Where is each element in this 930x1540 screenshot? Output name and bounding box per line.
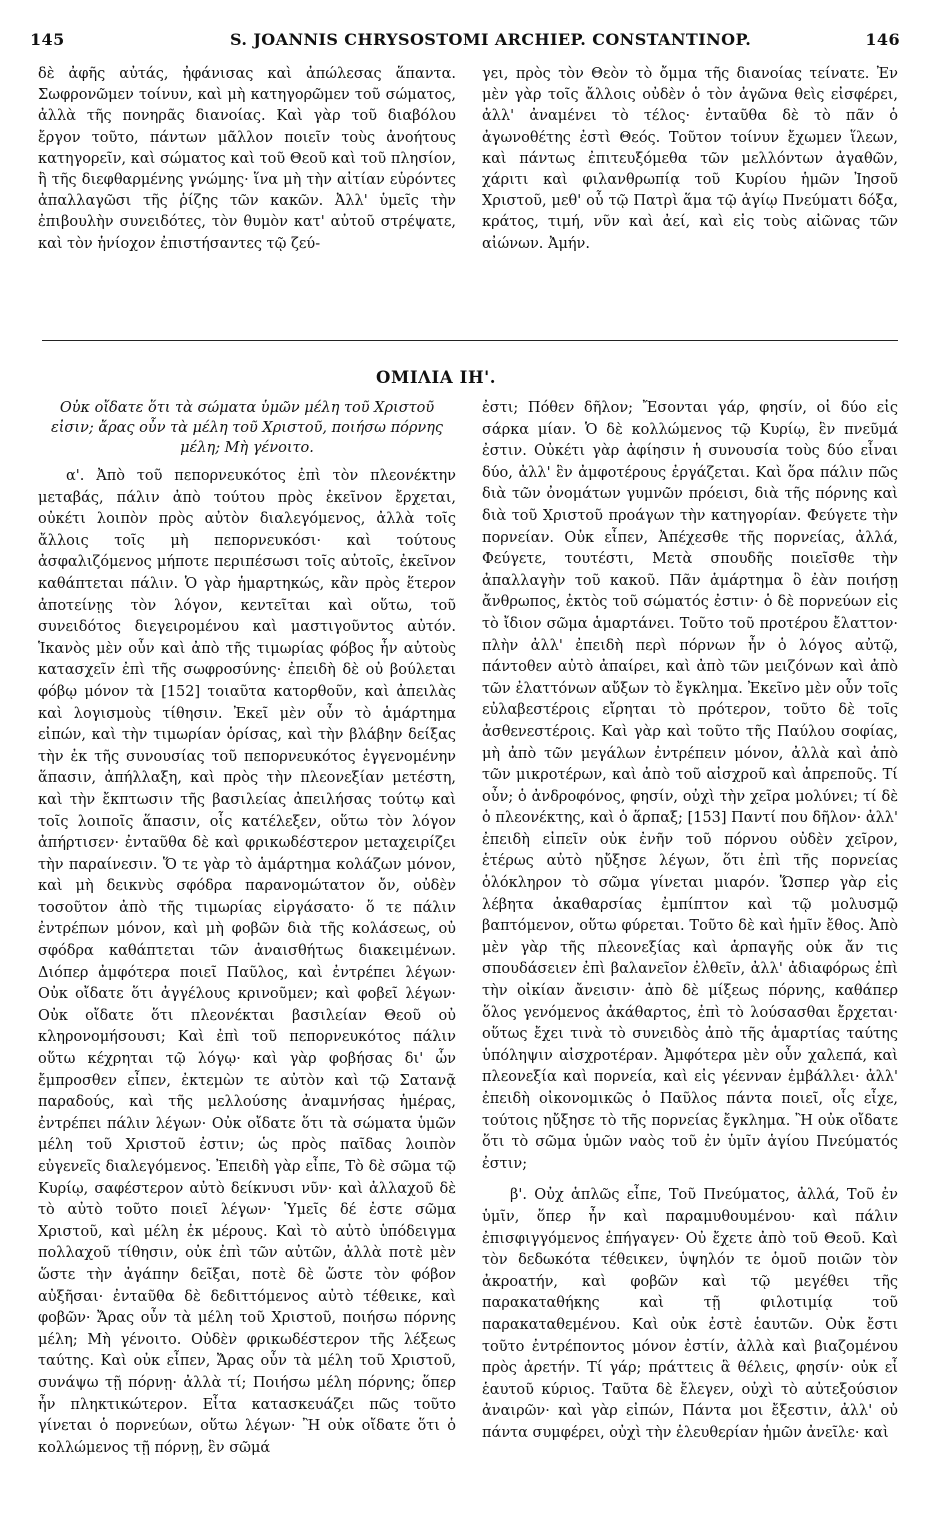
running-header xyxy=(30,10,900,50)
lower-right-paragraph-2: β'. Οὐχ ἁπλῶς εἶπε, Τοῦ Πνεύματος, ἀλλά, Τοῦ ἐν ὑμῖν, ὅπερ ἦν καὶ παραμυθουμένου· καὶ πάλιν ἐπισφιγγόμενος ἐπήγαγεν· Οὐ ἔχετε ἀπὸ τοῦ Θεοῦ. Καὶ τὸν δεδωκότα τέθεικεν, ὑψηλόν τε ὁμοῦ ποιῶν τὸν ἀκροατήν, καὶ φοβῶν καὶ τῷ μεγέθει τῆς παρακαταθήκης καὶ τῇ φιλοτιμίᾳ τοῦ παρακαταθεμένου. Καὶ οὐκ ἐστὲ ἑαυτῶν. Οὐκ ἔστι τοῦτο ἐντρέποντος μόνον ἐστίν, ἀλλὰ καὶ βιαζομένου πρὸς ἀρετήν. Τί γάρ; πράττεις ἃ θέλεις, φησίν· οὐκ εἶ ἑαυτοῦ κύριος. Ταῦτα δὲ ἔλεγεν, οὐχὶ τὸ αὐτεξούσιον ἀναιρῶν· καὶ γὰρ εἰπών, Πάντα μοι ἔξεστιν, ἀλλ' οὐ πάντα συμφέρει, οὐχὶ τὴν ἐλευθερίαν ἡμῶν ἀνεῖλε· καὶ xyxy=(482,1187,898,1441)
lower-left-column xyxy=(38,398,456,1459)
right-page-number: 146 xyxy=(865,30,900,49)
top-right-column xyxy=(482,64,898,255)
top-left-paragraph: δὲ ἀφῆς αὐτάς, ἠφάνισας καὶ ἀπώλεσας ἅπαντα. Σωφρονῶμεν τοίνυν, καὶ μὴ κατηγορῶμεν τοῦ σώματος, ἀλλὰ τῆς πονηρᾶς διανοίας. Καὶ γὰρ τοῦ διαβόλου ἔργον τοῦτο, πάντων μᾶλλον ποιεῖν τοὺς ἀνοήτους κατηγορεῖν, καὶ σώματος καὶ τοῦ Θεοῦ καὶ τοῦ πλησίον, ἢ τῆς διεφθαρμένης γνώμης· ἵνα μὴ τὴν αἰτίαν εὑρόντες ἀπαλλαγῶσι τῆς ῥίζης τῶν κακῶν. Ἀλλ' ὑμεῖς τὴν ἐπιβουλὴν συνειδότες, τὸν θυμὸν κατ' αὐτοῦ στρέψατε, καὶ τὸν ἡνίοχον ἐπιστήσαντες τῷ ζεύ- xyxy=(38,66,456,252)
top-left-column xyxy=(38,64,456,255)
homily-title: ΟΜΙΛΙΑ ΙΗ'. xyxy=(376,368,497,387)
lower-left-paragraph: α'. Ἀπὸ τοῦ πεπορνευκότος ἐπὶ τὸν πλεονέκτην μεταβάς, πάλιν ἀπὸ τούτου πρὸς ἐκεῖνον ἔρχεται, οὐκέτι λοιπὸν πρὸς αὐτὸν διαλεγόμενος, ἀλλὰ τοῖς ἄλλοις τοῖς μὴ πεπορνευκόσι· καὶ τούτους ἀσφαλιζόμενος μήποτε περιπέσωσι τοῖς αὐτοῖς, ἐκεῖνον καθάπτεται πάλιν. Ὁ γὰρ ἡμαρτηκώς, κἂν πρὸς ἕτερον ἀποτείνῃς τὸν λόγον, κεντεῖται καὶ οὕτω, τοῦ συνειδότος διεγειρομένου καὶ μαστιγοῦντος αὐτόν. Ἱκανὸς μὲν οὖν καὶ ἀπὸ τῆς τιμωρίας φόβος ἦν αὐτοὺς κατασχεῖν ἐπὶ τῆς σωφροσύνης· ἐπειδὴ δὲ οὐ βούλεται φόβῳ μόνον τὰ [152] τοιαῦτα κατορθοῦν, καὶ ἀπειλὰς καὶ λογισμοὺς τίθησιν. Ἐκεῖ μὲν οὖν τὸ ἁμάρτημα εἰπών, καὶ τὴν τιμωρίαν ὁρίσας, καὶ τὴν βλάβην δείξας τὴν ἐκ τῆς συνουσίας τοῦ πεπορνευκότος ἐγγενομένην ἅπασιν, ἀπήλλαξη, καὶ πρὸς τὴν πλεονεξίαν μετέστη, καὶ τὴν ἔκπτωσιν τῆς βασιλείας ἀπειλήσας τούτῳ καὶ τοῖς λοιποῖς ἅπασιν, οἷς κατέλεξεν, οὕτω τὸν λόγον ἀπήρτισεν· ἐνταῦθα δὲ καὶ φρικωδέστερον μεταχειρίζει τὴν παραίνεσιν. Ὅ τε γὰρ τὸ ἁμάρτημα κολάζων μόνον, καὶ μὴ δεικνὺς σφόδρα παρανομώτατον ὄν, οὐδὲν τοσοῦτον ἀπὸ τῆς τιμωρίας εἰργάσατο· ὅ τε πάλιν ἐντρέπων μόνον, καὶ μὴ φοβῶν διὰ τῆς κολάσεως, οὐ σφόδρα καθάπτεται τῶν ἀναισθήτως διακειμένων. Διόπερ ἀμφότερα ποιεῖ Παῦλος, καὶ ἐντρέπει λέγων· Οὐκ οἴδατε ὅτι ἀγγέλους κρινοῦμεν; καὶ φοβεῖ λέγων· Οὐκ οἴδατε ὅτι πλεονέκται βασιλείαν Θεοῦ οὐ κληρονομήσουσι; Καὶ ἐπὶ τοῦ πεπορνευκότος πάλιν οὕτω κέχρηται τῷ λόγῳ· καὶ γὰρ φοβήσας δι' ὧν ἔμπροσθεν εἶπεν, ἐκτεμὼν τε αὐτὸν καὶ τῷ Σατανᾷ παραδούς, καὶ τῆς μελλούσης ἀναμνήσας ἡμέρας, ἐντρέπει πάλιν λέγων· Οὐκ οἴδατε ὅτι τὰ σώματα ὑμῶν μέλη τοῦ Χριστοῦ ἐστιν; ὡς πρὸς παῖδας λοιπὸν εὐγενεῖς διαλεγόμενος. Ἐπειδὴ γὰρ εἶπε, Τὸ δὲ σῶμα τῷ Κυρίῳ, σαφέστερον αὐτὸ δείκνυσι νῦν· καὶ ἀλλαχοῦ δὲ τὸ αὐτὸ τοῦτο ποιεῖ λέγων· Ὑμεῖς δέ ἐστε σῶμα Χριστοῦ, καὶ μέλη ἐκ μέρους. Καὶ τὸ αὐτὸ ὑπόδειγμα πολλαχοῦ τίθησιν, οὐκ ἐπὶ τῶν αὐτῶν, ἀλλὰ ποτὲ μὲν ὥστε τὴν ἀγάπην δεῖξαι, ποτὲ δὲ ὥστε τὸν φόβον αὐξῆσαι· ἐνταῦθα δὲ δεδιττόμενος αὐτὸ τέθεικε, καὶ φοβῶν· Ἄρας οὖν τὰ μέλη τοῦ Χριστοῦ, ποιήσω πόρνης μέλη; Μὴ γένοιτο. Οὐδὲν φρικωδέστερον τῆς λέξεως ταύτης. Καὶ οὐκ εἶπεν, Ἄρας οὖν τὰ μέλη τοῦ Χριστοῦ, συνάψω τῇ πόρνῃ· ἀλλὰ τί; Ποιήσω μέλη πόρνης; ὅπερ ἦν πληκτικώτερον. Εἶτα κατασκευάζει πῶς τοῦτο γίνεται ὁ πορνεύων, οὕτω λέγων· Ἢ οὐκ οἴδατε ὅτι ὁ κολλώμενος τῇ πόρνῃ, ἓν σῶμά xyxy=(38,468,456,1456)
lower-right-column xyxy=(482,398,898,1445)
lemma-text: Οὐκ οἴδατε ὅτι τὰ σώματα ὑμῶν μέλη τοῦ Χριστοῦ εἰσιν; ἄρας οὖν τὰ μέλη τοῦ Χριστοῦ, ποιήσω πόρνης μέλη; Μὴ γένοιτο. xyxy=(50,400,444,456)
running-title: S. JOANNIS CHRYSOSTOMI ARCHIEP. CONSTANTINOP. xyxy=(230,30,752,49)
left-page-number: 145 xyxy=(30,30,65,49)
lower-right-paragraph-1: ἐστι; Πόθεν δῆλον; Ἔσονται γάρ, φησίν, οἱ δύο εἰς σάρκα μίαν. Ὁ δὲ κολλώμενος τῷ Κυρίῳ, ἓν πνεῦμά ἐστιν. Οὐκέτι γὰρ ἀφίησιν ἡ συνουσία τοὺς δύο εἶναι δύο, ἀλλ' ἓν ἀμφοτέρους ἐργάζεται. Καὶ ὅρα πάλιν πῶς διὰ τῶν ὀνομάτων γυμνῶν πρόεισι, διὰ τῆς πόρνης καὶ διὰ τοῦ Χριστοῦ προάγων τὴν κατηγορίαν. Φεύγετε τὴν πορνείαν. Οὐκ εἶπεν, Ἀπέχεσθε τῆς πορνείας, ἀλλά, Φεύγετε, τουτέστι, Μετὰ σπουδῆς ποιεῖσθε τὴν ἀπαλλαγὴν τοῦ κακοῦ. Πᾶν ἁμάρτημα ὃ ἐὰν ποιήσῃ ἄνθρωπος, ἐκτὸς τοῦ σώματός ἐστιν· ὁ δὲ πορνεύων εἰς τὸ ἴδιον σῶμα ἁμαρτάνει. Τοῦτο τοῦ προτέρου ἔλαττον· πλὴν ἀλλ' ἐπειδὴ περὶ πόρνων ἦν ὁ λόγος αὐτῷ, πάντοθεν αὐτὸ ἀπαίρει, καὶ ἀπὸ τῶν μειζόνων καὶ ἀπὸ τῶν ἐλαττόνων αὔξων τὸ ἔγκλημα. Ἐκεῖνο μὲν οὖν τοῖς εὐλαβεστέροις εἴρηται τὸ πρότερον, τοῦτο δὲ τοῖς ἀσθενεστέροις. Καὶ γὰρ καὶ τοῦτο τῆς Παύλου σοφίας, μὴ ἀπὸ τῶν μεγάλων ἐντρέπειν μόνον, ἀλλὰ καὶ ἀπὸ τῶν μικροτέρων, καὶ ἀπὸ τοῦ αἰσχροῦ καὶ ἀπρεποῦς. Τί οὖν; ὁ ἀνδροφόνος, φησίν, οὐχὶ τὴν χεῖρα μολύνει; τί δὲ ὁ πλεονέκτης, καὶ ὁ ἅρπαξ; [153] Παντί που δῆλον· ἀλλ' ἐπειδὴ εἰπεῖν οὐκ ἐνῆν τοῦ πόρνου οὐδὲν χεῖρον, ἑτέρως αὐτὸ ηὔξησε λέγων, ὅτι ἐπὶ τῆς πορνείας ὁλόκληρον τὸ σῶμα γίνεται μιαρόν. Ὥσπερ γὰρ εἰς λέβητα ἀκαθαρσίας ἐμπίπτον καὶ τῷ μολυσμῷ βαπτόμενον, οὕτω φύρεται. Τοῦτο δὲ καὶ ἡμῖν ἔθος. Ἀπὸ μὲν γὰρ τῆς πλεονεξίας καὶ ἁρπαγῆς οὐκ ἄν τις σπουδάσειεν ἐπὶ βαλανεῖον ἐλθεῖν, ἀλλ' ἀδιαφόρως ἐπὶ τὴν οἰκίαν ἄνεισιν· ἀπὸ δὲ μίξεως πόρνης, καθάπερ ὅλος γενόμενος ἀκάθαρτος, ἐπὶ τὸ λούσασθαι ἔρχεται· οὕτως ἔχει τινὰ τὸ συνειδὸς ἀπὸ τῆς ἁμαρτίας ταύτης ὑπόληψιν αἰσχροτέραν. Ἀμφότερα μὲν οὖν χαλεπά, καὶ πλεονεξία καὶ πορνεία, καὶ εἰς γέενναν ἐμβάλλει· ἀλλ' ἐπειδὴ οἰκονομικῶς ὁ Παῦλος πάντα ποιεῖ, οἷς εἶχε, τούτοις ηὔξησε τὸ τῆς πορνείας ἔγκλημα. Ἢ οὐκ οἴδατε ὅτι τὸ σῶμα ὑμῶν ναὸς τοῦ ἐν ὑμῖν ἁγίου Πνεύματός ἐστιν; xyxy=(482,400,898,1172)
section-divider xyxy=(42,340,898,341)
top-right-paragraph: γει, πρὸς τὸν Θεὸν τὸ ὄμμα τῆς διανοίας τείνατε. Ἐν μὲν γὰρ τοῖς ἄλλοις οὐδὲν ὁ τὸν ἀγῶνα θεὶς εἰσφέρει, ἀλλ' ἀναμένει τὸ τέλος· ἐνταῦθα δὲ τὸ πᾶν ὁ ἀγωνοθέτης ἐστὶ Θεός. Τοῦτον τοίνυν ἔχωμεν ἵλεων, καὶ πάντως ἐπιτευξόμεθα τῶν μελλόντων ἀγαθῶν, χάριτι καὶ φιλανθρωπίᾳ τοῦ Κυρίου ἡμῶν Ἰησοῦ Χριστοῦ, μεθ' οὗ τῷ Πατρὶ ἅμα τῷ ἁγίῳ Πνεύματι δόξα, κράτος, τιμή, νῦν καὶ ἀεί, καὶ εἰς τοὺς αἰῶνας τῶν αἰώνων. Ἀμήν. xyxy=(482,66,898,252)
